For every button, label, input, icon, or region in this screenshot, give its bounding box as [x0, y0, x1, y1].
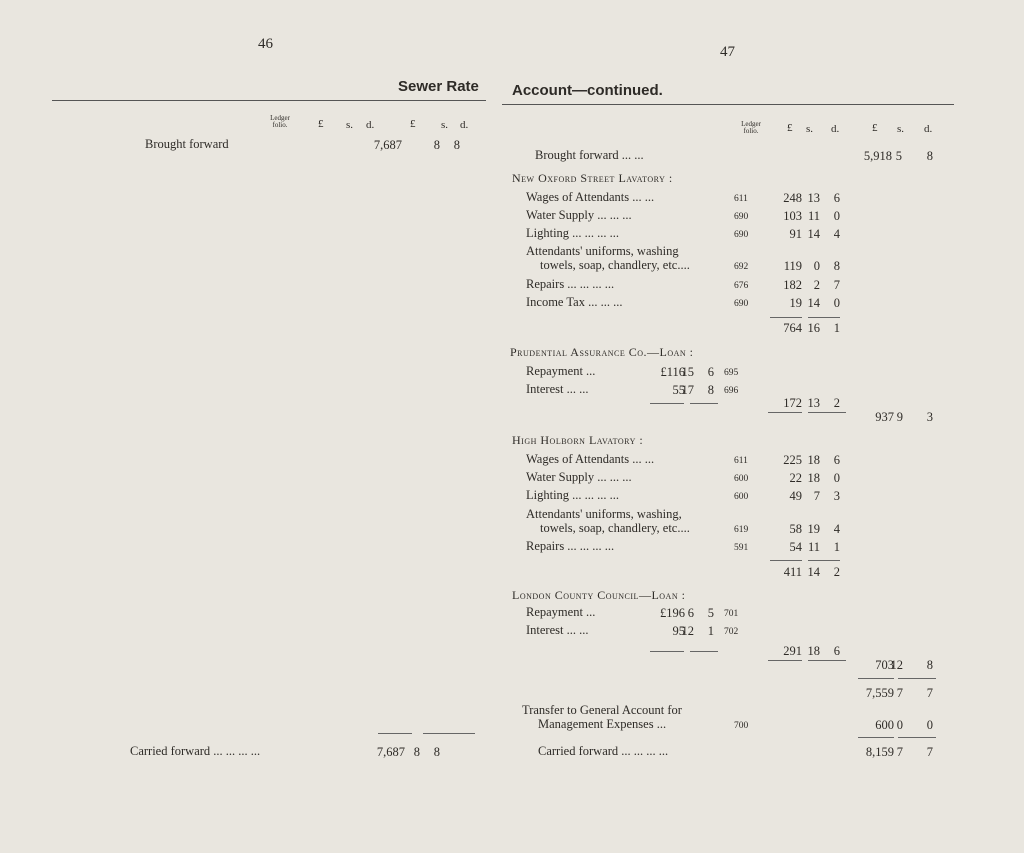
left-cf-rule-2	[423, 733, 475, 734]
pru-subtotal-d: 2	[833, 396, 840, 410]
lcc-total-s: 12	[890, 658, 903, 672]
grand-subtotal-s: 7	[896, 686, 903, 700]
left-pence2-header: d.	[460, 119, 469, 131]
hh-row-label: Attendants' uniforms, washing,	[526, 507, 682, 521]
no-row-d: 8	[833, 259, 840, 273]
no-row-folio: 611	[734, 194, 748, 204]
no-row-folio: 676	[734, 281, 749, 291]
pru-row-d: 8	[707, 383, 714, 397]
page-number-right: 47	[720, 44, 735, 60]
no-row-d: 7	[833, 278, 840, 292]
right-shilling-header: s.	[806, 123, 814, 135]
left-bf-s: 8	[433, 138, 440, 152]
left-shilling-header: s.	[346, 119, 354, 131]
lcc-subtotal-rule-2	[808, 660, 846, 661]
page-number-left: 46	[258, 36, 273, 52]
no-row-pounds: 248	[783, 191, 802, 205]
no-row-folio: 690	[734, 230, 749, 240]
lcc-amount-rule	[650, 651, 684, 652]
pru-row-d: 6	[707, 365, 714, 379]
no-subtotal-pounds: 764	[783, 321, 802, 335]
hh-row-folio: 591	[734, 543, 749, 553]
pru-amount-rule-2	[690, 403, 718, 404]
hh-subtotal-d: 2	[833, 565, 840, 579]
lcc-row-label: Repayment ...	[526, 605, 596, 619]
no-row-folio: 690	[734, 212, 749, 222]
left-brought-forward-label: Brought forward	[145, 137, 229, 151]
no-row-s: 13	[807, 191, 820, 205]
hh-subtotal-rule	[770, 560, 802, 561]
hh-row-label-cont: towels, soap, chandlery, etc....	[540, 521, 690, 535]
pru-row-folio: 696	[724, 386, 739, 396]
hh-row-d: 1	[833, 540, 840, 554]
no-row-label: Income Tax ... ... ...	[526, 295, 623, 309]
transfer-d: 0	[926, 718, 933, 732]
left-cf-rule	[378, 733, 412, 734]
right-cf-d: 7	[926, 745, 933, 759]
left-bf-d: 8	[453, 138, 460, 152]
transfer-label-cont: Management Expenses ...	[538, 717, 667, 731]
no-row-pounds: 91	[789, 227, 802, 241]
transfer-folio: 700	[734, 721, 749, 731]
hh-subtotal-s: 14	[807, 565, 820, 579]
grand-rule-2	[898, 678, 936, 679]
pru-total-s: 9	[896, 410, 903, 424]
right-bf-pounds: 5,918	[863, 149, 892, 163]
grand-subtotal-pounds: 7,559	[865, 686, 894, 700]
prudential-heading: Prudential Assurance Co.—Loan :	[510, 345, 694, 359]
hh-row-pounds: 54	[789, 540, 802, 554]
no-row-d: 0	[833, 209, 840, 223]
lcc-row-s: 12	[681, 624, 694, 638]
lcc-row-folio: 701	[724, 609, 739, 619]
hh-row-folio: 611	[734, 456, 748, 466]
right-pence-header: d.	[831, 123, 840, 135]
no-subtotal-rule-2	[808, 317, 840, 318]
right-cf-rule-2	[898, 737, 936, 738]
no-row-pounds: 19	[789, 296, 802, 310]
no-subtotal-d: 1	[833, 321, 840, 335]
pru-subtotal-rule-2	[808, 412, 846, 413]
hh-row-pounds: 22	[789, 471, 802, 485]
transfer-s: 0	[896, 718, 903, 732]
hh-row-s: 18	[807, 453, 820, 467]
no-row-label: Lighting ... ... ... ...	[526, 226, 620, 240]
hh-row-d: 4	[833, 522, 840, 536]
lcc-subtotal-d: 6	[833, 644, 840, 658]
left-pound2-header: £	[410, 118, 416, 130]
left-cf-d: 8	[433, 745, 440, 759]
no-row-label: Attendants' uniforms, washing	[526, 244, 679, 258]
transfer-pounds: 600	[875, 718, 894, 732]
no-subtotal-rule	[770, 317, 802, 318]
left-pound-header: £	[318, 118, 324, 130]
grand-rule	[858, 678, 894, 679]
hh-row-pounds: 58	[789, 522, 802, 536]
lcc-subtotal-pounds: 291	[783, 644, 802, 658]
header-rule-right	[502, 104, 954, 105]
right-bf-d: 8	[926, 149, 933, 163]
hh-row-s: 11	[807, 540, 820, 554]
right-pound2-header: £	[872, 122, 878, 134]
left-ledger-header: Ledger folio.	[270, 114, 290, 129]
lcc-row-folio: 702	[724, 627, 739, 637]
no-row-s: 11	[807, 209, 820, 223]
header-right: Account—continued.	[512, 82, 663, 99]
hh-row-s: 18	[807, 471, 820, 485]
left-cf-s: 8	[413, 745, 420, 759]
no-row-folio: 692	[734, 262, 749, 272]
pru-total-pounds: 937	[875, 410, 894, 424]
no-row-d: 6	[833, 191, 840, 205]
no-row-label: Repairs ... ... ... ...	[526, 277, 615, 291]
pru-row-s: 15	[681, 365, 694, 379]
lcc-subtotal-s: 18	[807, 644, 820, 658]
transfer-label: Transfer to General Account for	[522, 703, 682, 717]
hh-row-label: Wages of Attendants ... ...	[526, 452, 655, 466]
pru-total-d: 3	[926, 410, 933, 424]
right-brought-forward-label: Brought forward ... ...	[535, 148, 644, 162]
right-bf-s: 5	[895, 149, 902, 163]
hh-row-d: 0	[833, 471, 840, 485]
pru-amount-rule	[650, 403, 684, 404]
hh-row-pounds: 49	[789, 489, 802, 503]
no-row-label: Wages of Attendants ... ...	[526, 190, 655, 204]
lcc-subtotal-rule	[768, 660, 802, 661]
left-cf-pounds: 7,687	[376, 745, 405, 759]
pru-row-label: Interest ... ...	[526, 382, 589, 396]
pru-subtotal-rule	[768, 412, 802, 413]
right-pound-header: £	[787, 122, 793, 134]
hh-row-label: Repairs ... ... ... ...	[526, 539, 615, 553]
high-holborn-heading: High Holborn Lavatory :	[512, 433, 644, 447]
hh-row-s: 7	[813, 489, 820, 503]
hh-row-label: Lighting ... ... ... ...	[526, 488, 620, 502]
no-subtotal-s: 16	[807, 321, 820, 335]
no-row-s: 14	[807, 296, 820, 310]
left-pence-header: d.	[366, 119, 375, 131]
no-row-s: 0	[813, 259, 820, 273]
grand-subtotal-d: 7	[926, 686, 933, 700]
no-row-d: 4	[833, 227, 840, 241]
pru-row-label: Repayment ...	[526, 364, 596, 378]
right-pence2-header: d.	[924, 123, 933, 135]
hh-row-s: 19	[807, 522, 820, 536]
hh-row-pounds: 225	[783, 453, 802, 467]
pru-row-amount: 55	[672, 383, 685, 397]
hh-row-d: 6	[833, 453, 840, 467]
lcc-row-s: 6	[687, 606, 694, 620]
no-row-pounds: 103	[783, 209, 802, 223]
pru-row-amount: £116	[660, 365, 685, 379]
lcc-total-d: 8	[926, 658, 933, 672]
lcc-row-amount: £196	[660, 606, 685, 620]
lcc-row-amount: 95	[672, 624, 685, 638]
no-row-pounds: 119	[783, 259, 802, 273]
pru-subtotal-s: 13	[807, 396, 820, 410]
no-row-label: Water Supply ... ... ...	[526, 208, 632, 222]
left-carried-forward-label: Carried forward ... ... ... ...	[130, 744, 261, 758]
header-rule-left	[52, 100, 486, 101]
hh-row-label: Water Supply ... ... ...	[526, 470, 632, 484]
hh-row-folio: 600	[734, 474, 749, 484]
lcc-heading: London County Council—Loan :	[512, 588, 686, 602]
lcc-total-pounds: 703	[875, 658, 894, 672]
right-cf-rule	[858, 737, 894, 738]
right-cf-s: 7	[896, 745, 903, 759]
hh-row-folio: 600	[734, 492, 749, 502]
no-row-label-cont: towels, soap, chandlery, etc....	[540, 258, 690, 272]
lcc-row-d: 5	[707, 606, 714, 620]
hh-subtotal-pounds: 411	[783, 565, 802, 579]
lcc-row-d: 1	[707, 624, 714, 638]
no-row-pounds: 182	[783, 278, 802, 292]
pru-subtotal-pounds: 172	[783, 396, 802, 410]
right-shilling2-header: s.	[897, 123, 905, 135]
right-cf-pounds: 8,159	[865, 745, 894, 759]
new-oxford-heading: New Oxford Street Lavatory :	[512, 171, 673, 185]
left-bf-pounds: 7,687	[373, 138, 402, 152]
no-row-folio: 690	[734, 299, 749, 309]
no-row-d: 0	[833, 296, 840, 310]
header-left: Sewer Rate	[398, 78, 479, 95]
no-row-s: 14	[807, 227, 820, 241]
no-row-s: 2	[813, 278, 820, 292]
pru-row-s: 17	[681, 383, 694, 397]
lcc-amount-rule-2	[690, 651, 718, 652]
hh-row-folio: 619	[734, 525, 749, 535]
hh-row-d: 3	[833, 489, 840, 503]
right-carried-forward-label: Carried forward ... ... ... ...	[538, 744, 669, 758]
pru-row-folio: 695	[724, 368, 739, 378]
lcc-row-label: Interest ... ...	[526, 623, 589, 637]
left-shilling2-header: s.	[441, 119, 449, 131]
right-ledger-header: Ledger folio.	[741, 120, 761, 135]
hh-subtotal-rule-2	[808, 560, 840, 561]
